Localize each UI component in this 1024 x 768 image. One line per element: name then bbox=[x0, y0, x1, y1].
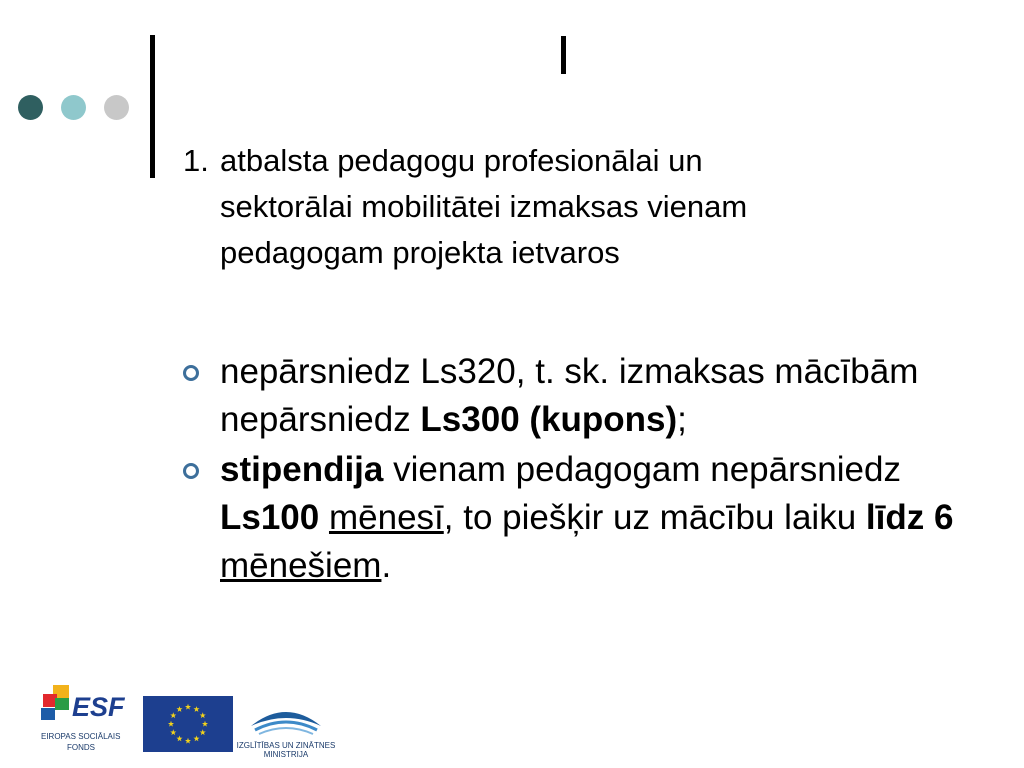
decor-dot-grey bbox=[104, 95, 129, 120]
bullet-text-run: . bbox=[381, 546, 392, 585]
logo-bar bbox=[35, 682, 355, 762]
intro-number: 1. bbox=[183, 143, 209, 178]
esf-logo bbox=[35, 682, 135, 760]
bullet-text-run: mēnesī bbox=[328, 498, 444, 537]
eu-flag-logo bbox=[143, 696, 233, 752]
bullet-list bbox=[183, 348, 973, 592]
intro-text: atbalsta pedagogu profesionālai un sektorālai mobilitātei izmaksas vienam pedagogam projekta ietvaros bbox=[220, 143, 748, 270]
slide-title-placeholder bbox=[561, 36, 566, 74]
bullet-item bbox=[183, 348, 973, 444]
decor-dot-dark bbox=[18, 95, 43, 120]
bullet-marker-icon bbox=[183, 365, 199, 381]
bullet-text-run: vienam pedagogam nepārsniedz bbox=[383, 450, 901, 489]
bullet-text-run: Ls100 bbox=[220, 498, 320, 537]
bullet-text-run: mēnešiem bbox=[220, 546, 382, 585]
bullet-text-run: , to piešķir uz mācību laiku bbox=[443, 498, 866, 537]
bullet-text-run bbox=[319, 498, 329, 537]
intro-paragraph bbox=[183, 138, 943, 276]
esf-mark-text: ESF bbox=[72, 692, 125, 722]
bullet-text-run: stipendija bbox=[220, 450, 384, 489]
bullet-text-run: līdz 6 bbox=[865, 498, 954, 537]
bullet-item bbox=[183, 446, 973, 590]
bullet-text-run: nepārsniedz Ls320, t. sk. izmaksas mācībām nepārsniedz bbox=[220, 352, 919, 439]
bullet-marker-icon bbox=[183, 463, 199, 479]
book-arch-icon bbox=[251, 712, 321, 726]
decor-dot-light bbox=[61, 95, 86, 120]
decor-vertical-line bbox=[150, 35, 155, 178]
ministry-logo bbox=[236, 696, 336, 760]
bullet-text-run: Ls300 (kupons) bbox=[420, 400, 678, 439]
esf-caption-line1: EIROPAS SOCIĀLAIS bbox=[41, 732, 121, 741]
bullet-text-run: ; bbox=[677, 400, 687, 439]
esf-caption-line2: FONDS bbox=[67, 743, 95, 752]
ministry-caption-line1: IZGLĪTĪBAS UN ZINĀTNES bbox=[236, 741, 336, 750]
ministry-caption-line2: MINISTRIJA bbox=[263, 750, 309, 759]
